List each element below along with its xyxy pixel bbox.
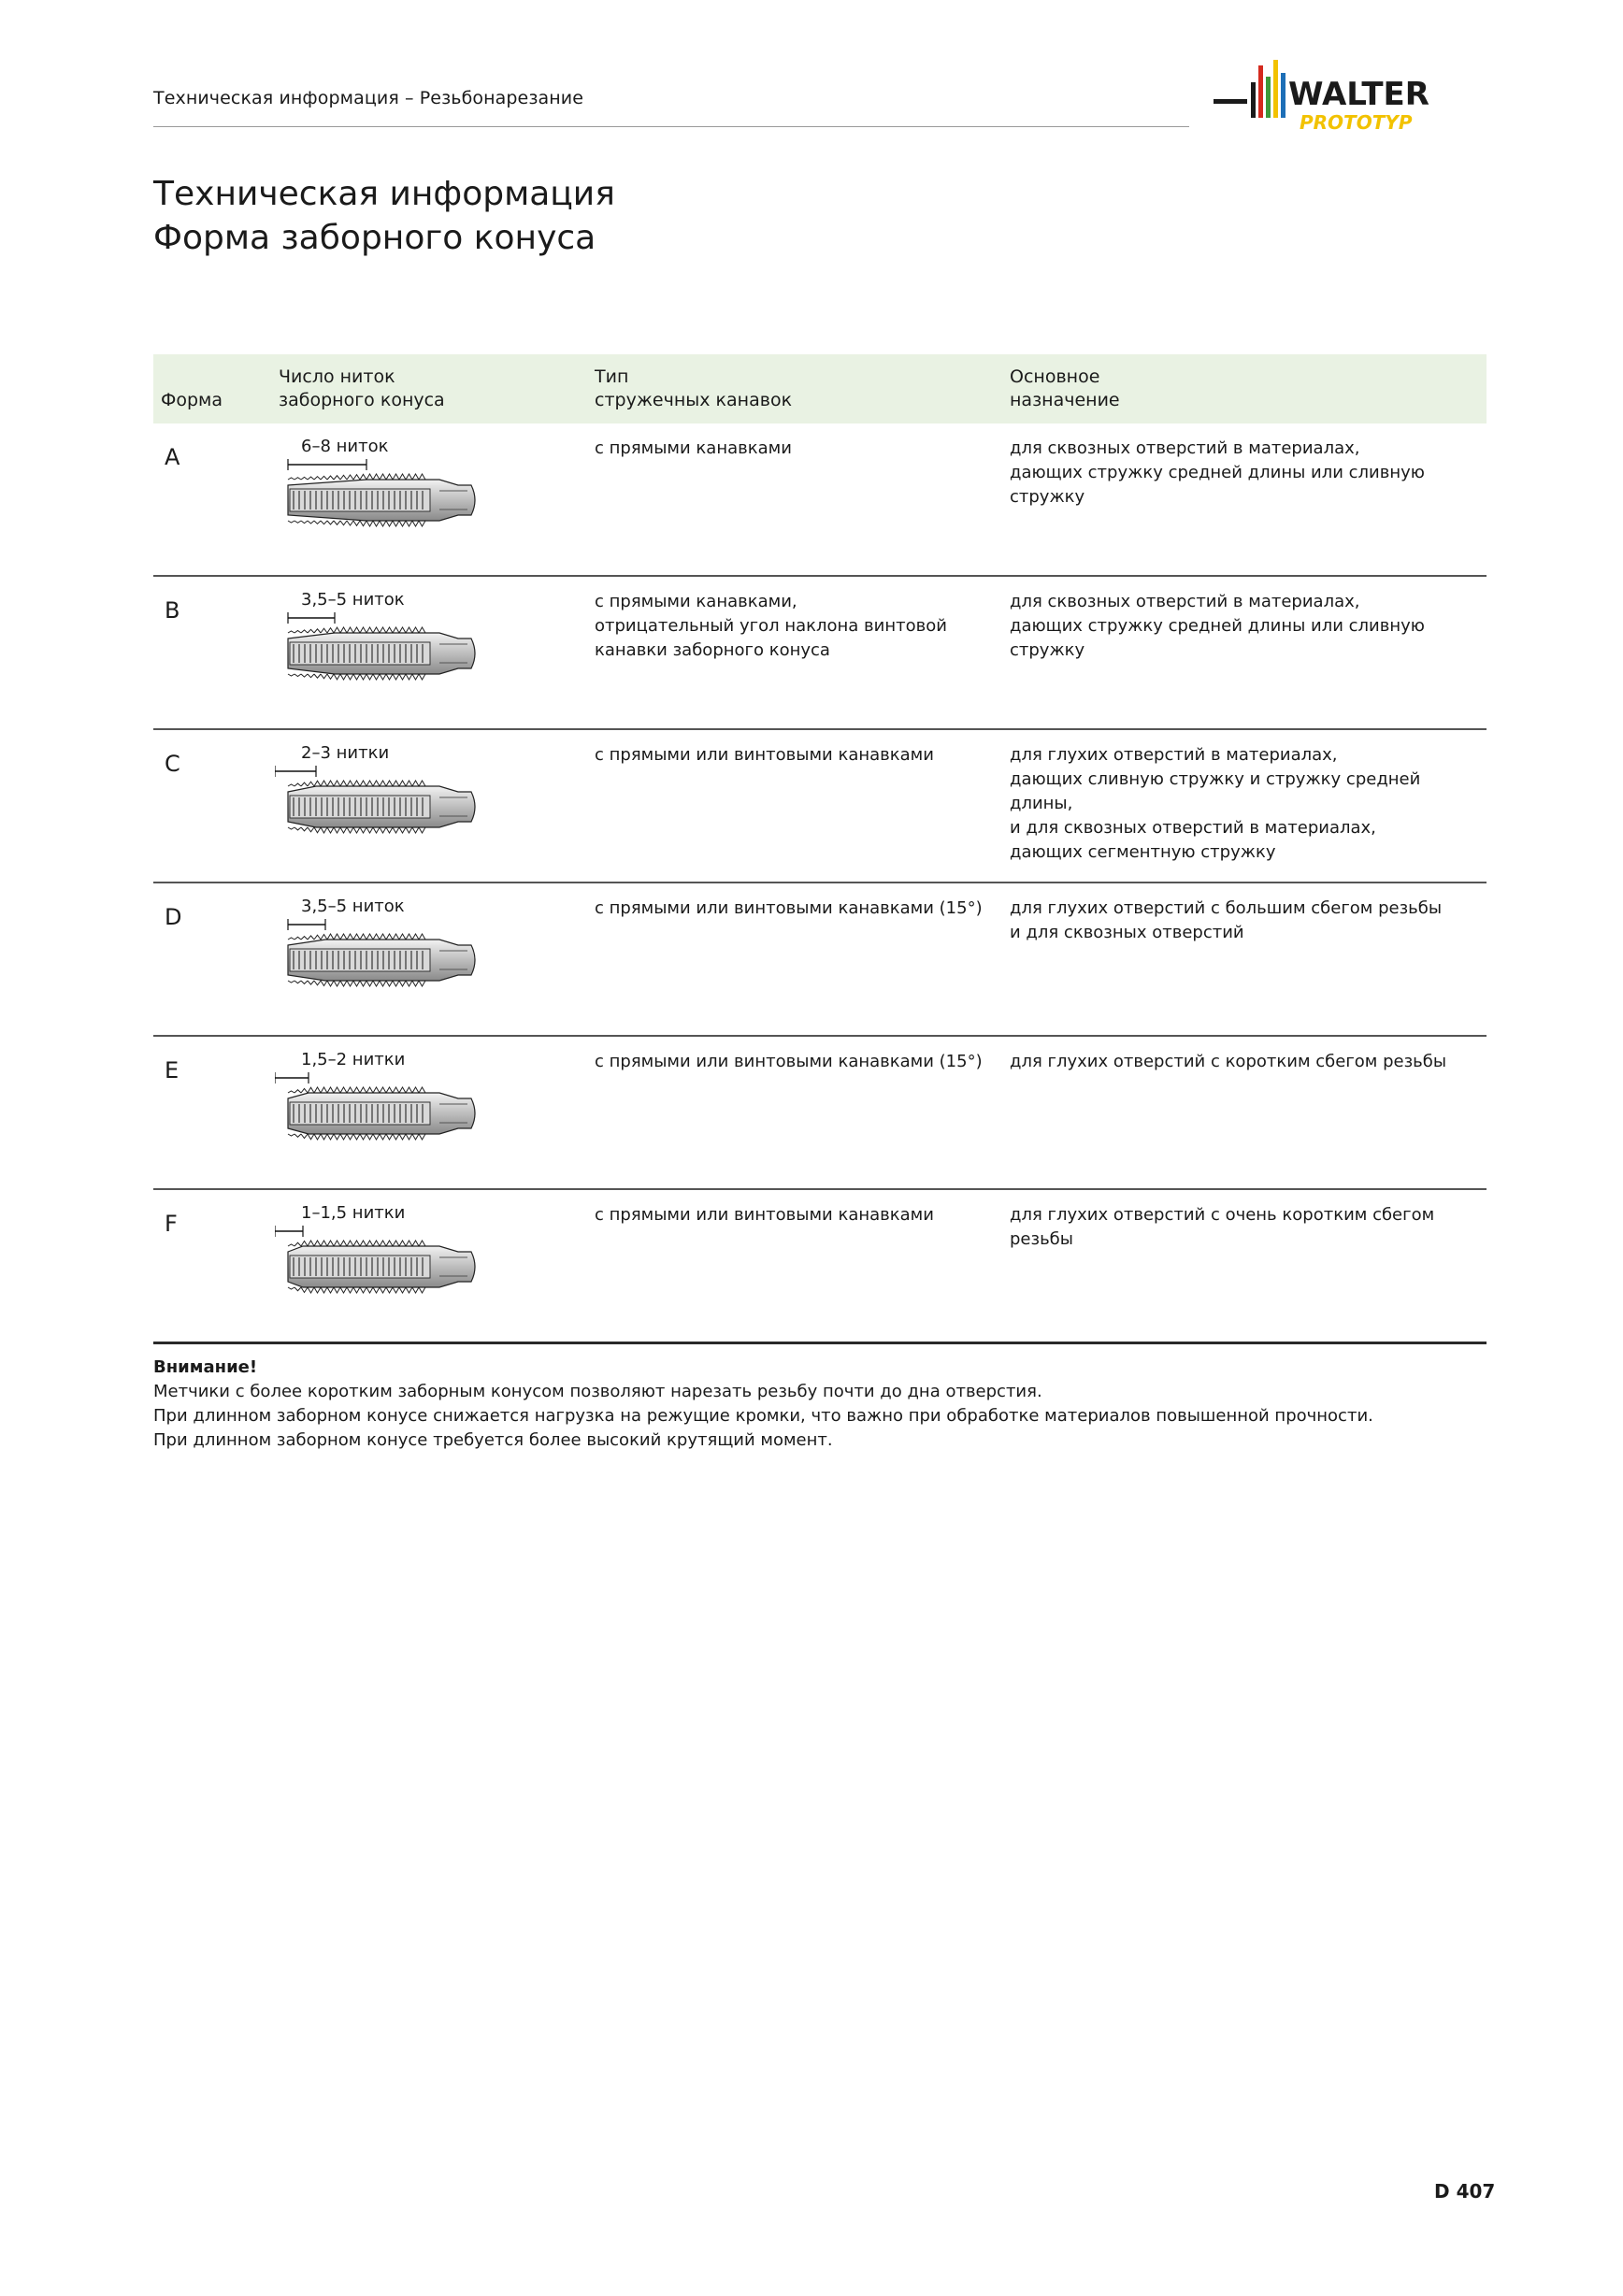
header-flute-line2: стружечных канавок bbox=[595, 390, 793, 410]
main-purpose bbox=[1010, 897, 1442, 945]
page-title bbox=[153, 172, 615, 260]
flute-type bbox=[595, 743, 934, 768]
logo-word: WALTER bbox=[1288, 76, 1429, 113]
logo-sub: PROTOTYP bbox=[1300, 111, 1413, 134]
flute-line: отрицательный угол наклона винтовой bbox=[595, 616, 947, 636]
chamfer-threads: 1–1,5 нитки bbox=[301, 1203, 406, 1223]
table-row bbox=[153, 1037, 1487, 1190]
form-letter: A bbox=[165, 444, 180, 470]
header-threads bbox=[279, 366, 445, 412]
form-letter: F bbox=[165, 1211, 178, 1237]
chamfer-form-table bbox=[153, 354, 1487, 1344]
table-row bbox=[153, 883, 1487, 1037]
title-line-1: Техническая информация bbox=[153, 175, 615, 213]
header-divider bbox=[153, 126, 1189, 127]
purpose-line: дающих стружку средней длины или сливную стружку bbox=[1010, 463, 1425, 507]
purpose-line: для сквозных отверстий в материалах, bbox=[1010, 438, 1360, 458]
header-purpose-line2: назначение bbox=[1010, 390, 1120, 410]
table-row bbox=[153, 730, 1487, 883]
chamfer-threads: 3,5–5 ниток bbox=[301, 590, 405, 610]
purpose-line: для глухих отверстий с большим сбегом резьбы bbox=[1010, 898, 1443, 918]
note-line: При длинном заборном конусе требуется более высокий крутящий момент. bbox=[153, 1430, 833, 1450]
flute-line: с прямыми или винтовыми канавками bbox=[595, 1205, 934, 1225]
flute-line: с прямыми или винтовыми канавками (15°) bbox=[595, 898, 983, 918]
main-purpose bbox=[1010, 1203, 1487, 1252]
purpose-line: и для сквозных отверстий bbox=[1010, 923, 1244, 942]
table-row bbox=[153, 1190, 1487, 1344]
flute-type bbox=[595, 1050, 983, 1074]
purpose-line: и для сквозных отверстий в материалах, bbox=[1010, 818, 1376, 838]
chamfer-threads: 6–8 ниток bbox=[301, 437, 389, 456]
note-line: Метчики с более коротким заборным конусом позволяют нарезать резьбу почти до дна отверстия. bbox=[153, 1382, 1042, 1401]
chamfer-threads: 2–3 нитки bbox=[301, 743, 390, 763]
walter-prototyp-logo bbox=[1214, 56, 1485, 135]
form-letter: E bbox=[165, 1057, 180, 1083]
header-purpose-line1: Основное bbox=[1010, 366, 1100, 387]
purpose-line: для глухих отверстий в материалах, bbox=[1010, 745, 1338, 765]
header-flute bbox=[595, 366, 792, 412]
tap-illustration bbox=[275, 1226, 499, 1302]
form-letter: C bbox=[165, 751, 180, 777]
flute-line: с прямыми или винтовыми канавками bbox=[595, 745, 934, 765]
header-flute-line1: Тип bbox=[595, 366, 629, 387]
purpose-line: для сквозных отверстий в материалах, bbox=[1010, 592, 1360, 611]
purpose-line: для глухих отверстий с очень коротким сбегом резьбы bbox=[1010, 1205, 1435, 1249]
flute-type bbox=[595, 897, 983, 921]
flute-type bbox=[595, 1203, 934, 1227]
main-purpose bbox=[1010, 1050, 1446, 1074]
note-line: При длинном заборном конусе снижается нагрузка на режущие кромки, что важно при обработке материалов повышенной прочности. bbox=[153, 1406, 1373, 1426]
header-threads-line1: Число ниток bbox=[279, 366, 395, 387]
form-letter: D bbox=[165, 904, 182, 930]
table-header bbox=[153, 354, 1487, 423]
attention-note bbox=[153, 1356, 1373, 1453]
flute-type bbox=[595, 437, 792, 461]
header-threads-line2: заборного конуса bbox=[279, 390, 445, 410]
chamfer-threads: 3,5–5 ниток bbox=[301, 897, 405, 916]
table-body bbox=[153, 423, 1487, 1344]
tap-illustration bbox=[275, 766, 499, 842]
main-purpose bbox=[1010, 590, 1487, 663]
header-purpose bbox=[1010, 366, 1120, 412]
tap-illustration bbox=[275, 459, 499, 536]
purpose-line: дающих сливную стружку и стружку средней длины, bbox=[1010, 769, 1421, 813]
form-letter: B bbox=[165, 597, 180, 624]
purpose-line: дающих сегментную стружку bbox=[1010, 842, 1276, 862]
flute-type bbox=[595, 590, 947, 663]
main-purpose bbox=[1010, 743, 1487, 865]
header-title: Техническая информация – Резьбонарезание bbox=[153, 88, 584, 108]
header-form: Форма bbox=[161, 390, 223, 410]
main-purpose bbox=[1010, 437, 1487, 509]
flute-line: с прямыми канавками, bbox=[595, 592, 797, 611]
purpose-line: для глухих отверстий с коротким сбегом резьбы bbox=[1010, 1052, 1447, 1071]
table-row bbox=[153, 577, 1487, 730]
chamfer-threads: 1,5–2 нитки bbox=[301, 1050, 406, 1069]
flute-line: канавки заборного конуса bbox=[595, 640, 830, 660]
flute-line: с прямыми канавками bbox=[595, 438, 792, 458]
table-row bbox=[153, 423, 1487, 577]
tap-illustration bbox=[275, 919, 499, 996]
tap-illustration bbox=[275, 612, 499, 689]
purpose-line: дающих стружку средней длины или сливную стружку bbox=[1010, 616, 1425, 660]
page-number: D 407 bbox=[1434, 2180, 1496, 2203]
tap-illustration bbox=[275, 1072, 499, 1149]
title-line-2: Форма заборного конуса bbox=[153, 219, 596, 257]
flute-line: с прямыми или винтовыми канавками (15°) bbox=[595, 1052, 983, 1071]
note-heading: Внимание! bbox=[153, 1357, 258, 1377]
